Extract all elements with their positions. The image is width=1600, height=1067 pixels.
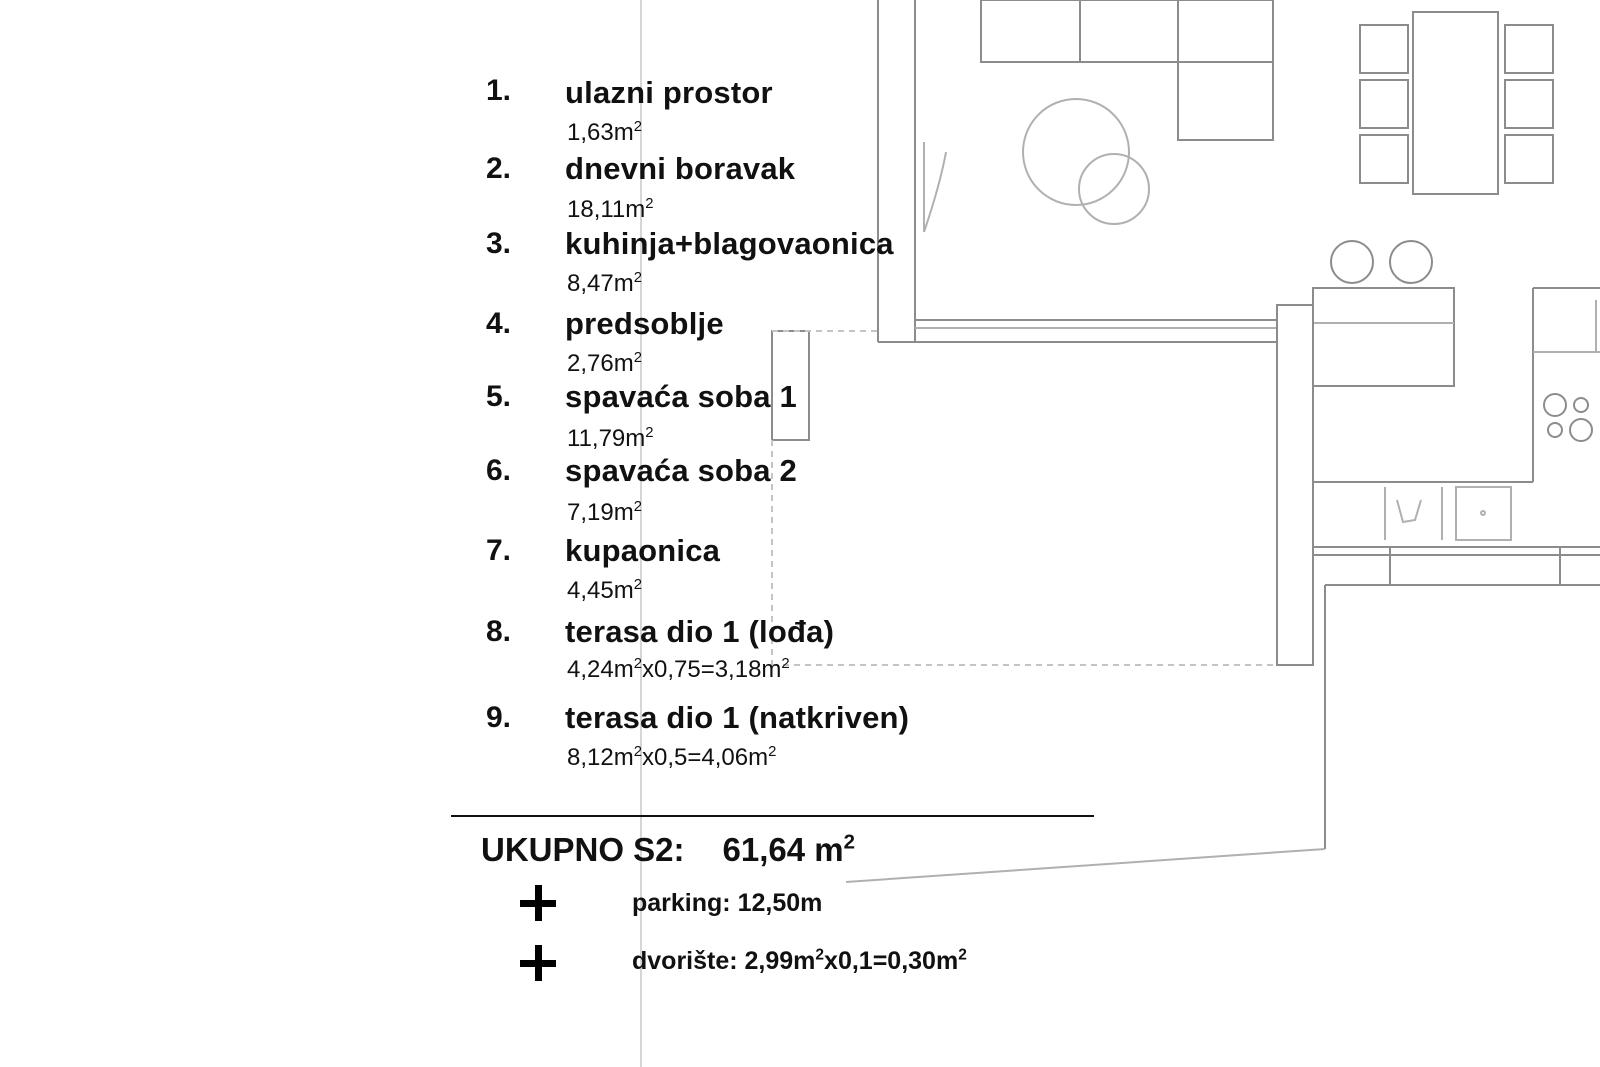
room-name: terasa dio 1 (natkriven): [565, 700, 910, 735]
item-number: 9.: [486, 701, 512, 734]
item-number: 4.: [486, 307, 512, 340]
plus-icon: [520, 945, 556, 981]
room-name: ulazni prostor: [565, 75, 773, 110]
room-name: spavaća soba 2: [565, 453, 798, 488]
room-name: dnevni boravak: [565, 151, 796, 186]
room-name: terasa dio 1 (lođa): [565, 614, 835, 649]
room-area: $8,12m^2x0,5=4,06m^2$: [567, 744, 777, 771]
room-area: $1,63m^2$: [567, 119, 642, 146]
item-number: 3.: [486, 227, 512, 260]
yard-area: dvorište: $2,99m^2x0,1=0,30m^2$: [632, 946, 967, 975]
item-number: 6.: [486, 454, 512, 487]
item-number: 7.: [486, 534, 512, 567]
divider: [451, 815, 1094, 817]
room-name: predsoblje: [565, 306, 724, 341]
room-name: kupaonica: [565, 533, 721, 568]
room-area: $4,45m^2$: [567, 577, 642, 604]
room-area: $7,19m^2$: [567, 499, 642, 526]
room-area: $4,24m^2x0,75=3,18m^2$: [567, 656, 790, 683]
room-area: $8,47m^2$: [567, 270, 642, 297]
room-name: spavaća soba 1: [565, 379, 798, 414]
plus-icon: [520, 885, 556, 921]
room-name: kuhinja+blagovaonica: [565, 226, 894, 261]
room-area: $2,76m^2$: [567, 350, 642, 377]
total-value: 61,64 $m^2$: [722, 830, 855, 868]
item-number: 5.: [486, 380, 512, 413]
room-area: $11,79m^2$: [567, 425, 654, 452]
total-label: UKUPNO S2:: [481, 831, 685, 868]
room-area: $18,11m^2$: [567, 196, 654, 223]
item-number: 8.: [486, 615, 512, 648]
parking-area: parking: 12,50m: [632, 889, 823, 917]
item-number: 2.: [486, 152, 512, 185]
total-area: [481, 830, 855, 870]
item-number: 1.: [486, 74, 512, 107]
